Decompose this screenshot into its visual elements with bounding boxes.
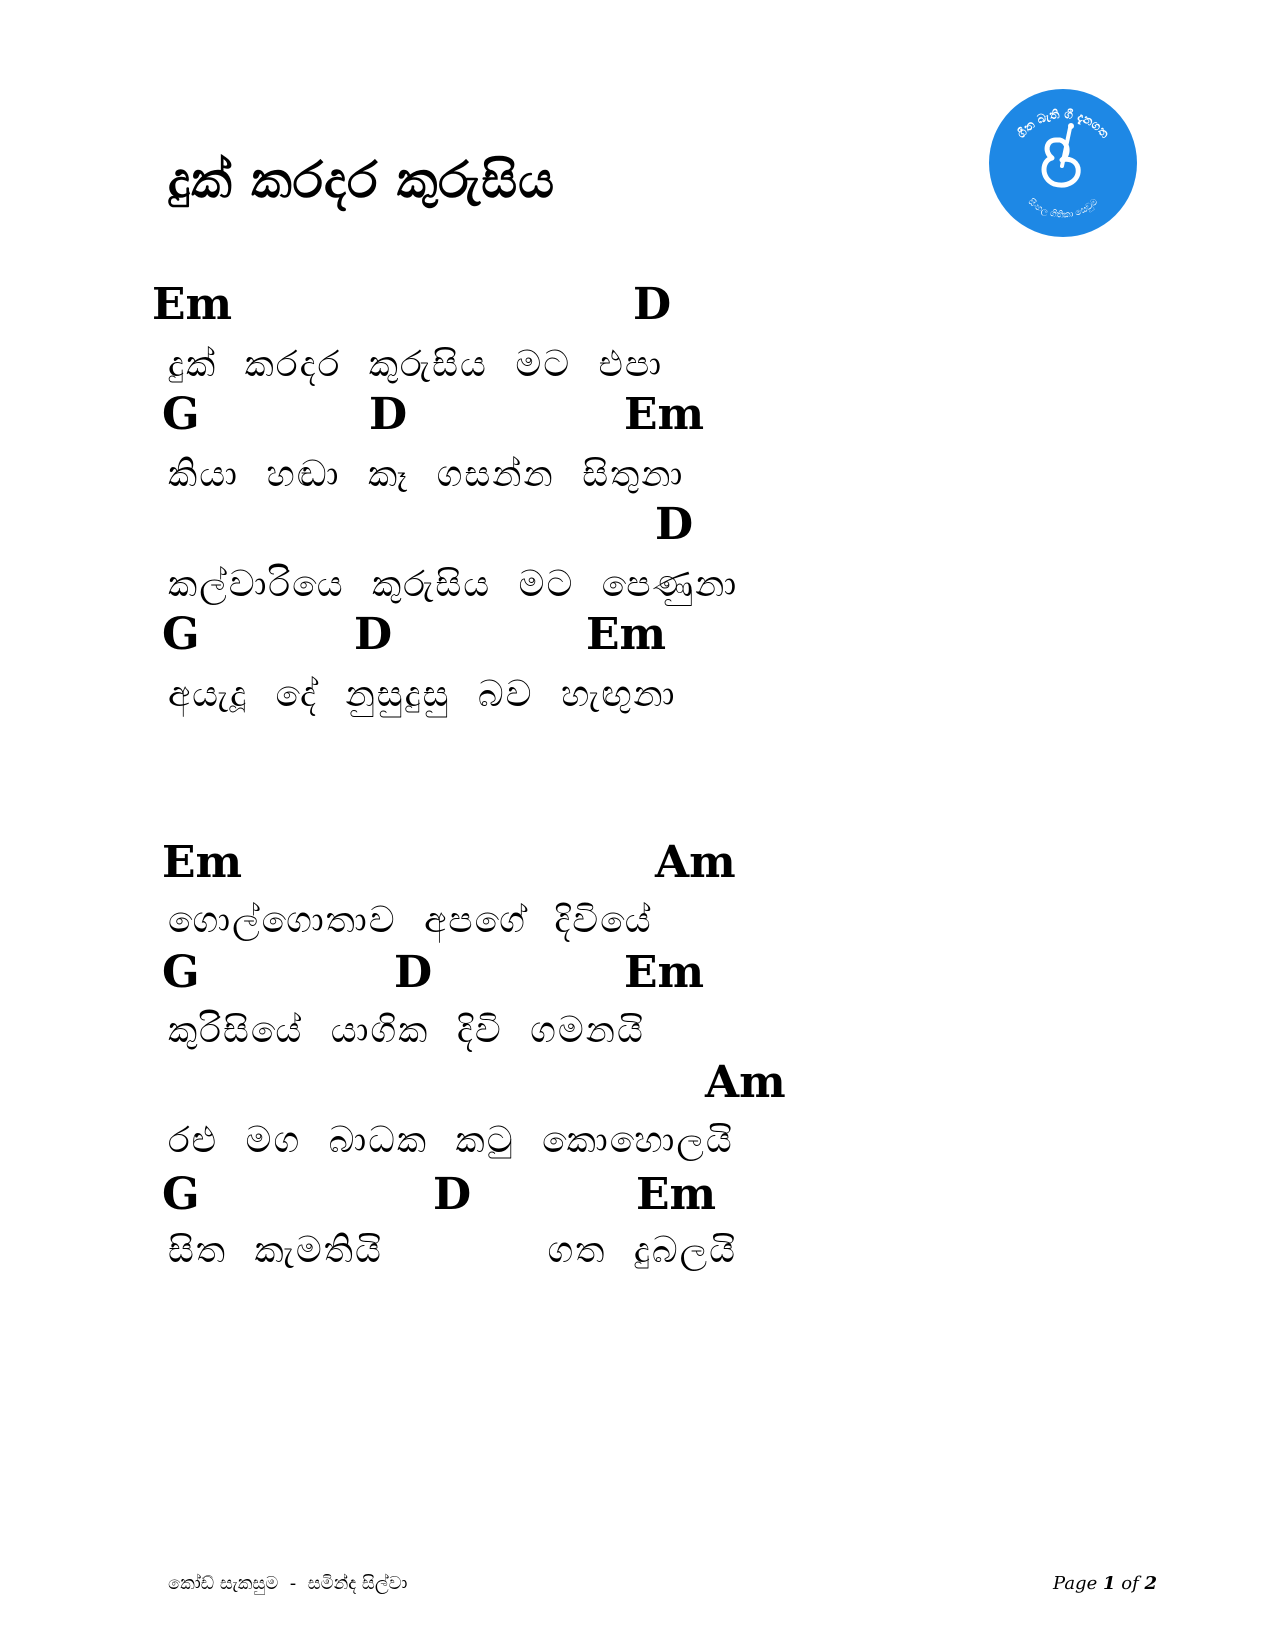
chord: G — [162, 609, 200, 660]
song-title: දුක් කරදර කුරුසිය — [168, 151, 556, 209]
chord: D — [433, 1169, 472, 1220]
site-logo — [988, 88, 1138, 238]
chord: Em — [162, 837, 243, 888]
lyric-line: ගොල්ගොතාව අපගේ දිවියේ — [168, 900, 653, 941]
chord: G — [162, 389, 200, 440]
page-total: 2 — [1144, 1573, 1157, 1594]
chord: Em — [636, 1169, 717, 1220]
lyric-line: කල්වාරියෙ කුරුසිය මට පෙණුනා — [168, 564, 739, 605]
guitar-letter-icon — [988, 88, 1138, 238]
chord: D — [655, 499, 694, 550]
chord: Am — [705, 1057, 786, 1108]
lyric-line: අයැදූ දේ නුසුදුසු බව හැඟුනා — [168, 674, 677, 715]
page-of: of — [1121, 1573, 1139, 1594]
logo-bottom-text: සිංහල ගිතිකා සෙවුම — [1025, 197, 1101, 221]
footer-credit: කෝඩ් සැකසුම - සමින්ද සිල්වා — [168, 1573, 408, 1594]
chord: D — [394, 947, 433, 998]
chord: D — [354, 609, 393, 660]
page-number — [1053, 1572, 1157, 1596]
page-current: 1 — [1102, 1573, 1116, 1594]
lyric-line: කුරිසියේ යාගික දිවි ගමනයි — [168, 1010, 645, 1051]
chord: Em — [624, 389, 705, 440]
chord: D — [633, 279, 672, 330]
lyric-line: දුක් කරදර කුරුසිය මට එපා — [168, 344, 664, 385]
chord: Am — [655, 837, 736, 888]
chord: D — [369, 389, 408, 440]
chord: G — [162, 1169, 200, 1220]
page-prefix: Page — [1053, 1573, 1098, 1594]
lyric-line: රළු මග බාධක කටු කොහොලයි — [168, 1120, 734, 1161]
logo-top-text: ගීත බැති ගී දැනගත — [1013, 106, 1113, 141]
chord: G — [162, 947, 200, 998]
chord: Em — [152, 279, 233, 330]
lyric-line: කියා හඬා කෑ ගසන්න සිතුනා — [168, 454, 685, 495]
lyric-line: සිත කැමතියි ගත දුබලයි — [168, 1230, 737, 1271]
chord: Em — [624, 947, 705, 998]
chord: Em — [586, 609, 667, 660]
